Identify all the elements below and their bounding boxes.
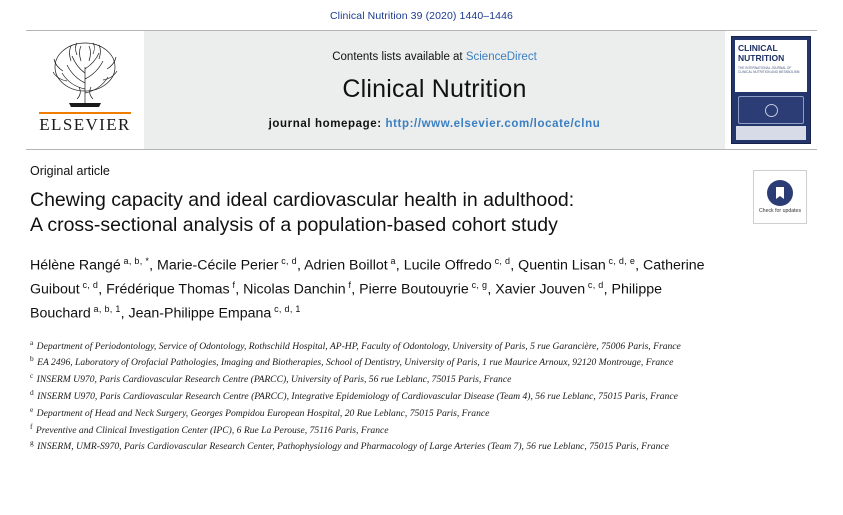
author-name[interactable]: Catherine Guibout — [30, 257, 705, 298]
author-affiliation-marks: c, d, e — [605, 256, 636, 266]
author-affiliation-marks: c, d — [491, 256, 511, 266]
elsevier-logo — [26, 31, 144, 149]
title-line-1: Chewing capacity and ideal cardiovascular health in adulthood: — [30, 189, 575, 211]
journal-homepage-link[interactable]: http://www.elsevier.com/locate/clnu — [385, 117, 601, 130]
affiliation-item — [30, 387, 730, 403]
affiliation-text: Preventive and Clinical Investigation Center (IPC), 6 Rue La Perouse, 75116 Paris, France — [33, 424, 389, 436]
author-affiliation-marks: a, b, * — [120, 256, 150, 266]
affiliation-text: Department of Periodontology, Service of Odontology, Rothschild Hospital, AP-HP, Faculty of Odontology, University of Paris, 5 rue Garancière, 75006 Paris, France — [34, 340, 681, 352]
author-name[interactable]: Lucile Offredo — [403, 257, 492, 274]
affiliation-mark: d — [30, 388, 34, 398]
affiliation-text: INSERM U970, Paris Cardiovascular Research Centre (PARCC), Integrative Epidemiology of Cardiovascular Disease (Team 4), 56 rue Leblanc, 75015 Paris, France — [34, 391, 678, 403]
affiliation-item — [30, 370, 730, 386]
cover-graphic — [738, 96, 804, 124]
affiliation-item — [30, 404, 730, 420]
elsevier-wordmark: ELSEVIER — [39, 112, 130, 135]
author-name[interactable]: Philippe Bouchard — [30, 281, 662, 323]
affiliation-text: Department of Head and Neck Surgery, Georges Pompidou European Hospital, 20 Rue Leblanc, 75015 Paris, France — [34, 408, 490, 420]
author-affiliation-marks: f — [229, 280, 236, 291]
affiliation-item — [30, 337, 730, 353]
author-name[interactable]: Nicolas Danchin — [243, 281, 346, 298]
affiliation-mark: g — [30, 438, 34, 448]
journal-masthead — [26, 30, 817, 150]
elsevier-tree-icon — [41, 37, 129, 111]
journal-cover-cell — [725, 31, 817, 149]
author-name[interactable]: Frédérique Thomas — [106, 281, 230, 298]
author-name[interactable]: Adrien Boillot — [304, 257, 388, 274]
article-header — [30, 164, 813, 325]
affiliation-mark: c — [30, 371, 34, 381]
author-name[interactable]: Pierre Boutouyrie — [359, 281, 469, 298]
author-name[interactable]: Hélène Rangé — [30, 257, 121, 274]
author-name[interactable]: Xavier Jouven — [495, 281, 586, 298]
crossmark-icon — [767, 180, 793, 206]
journal-cover-image — [731, 36, 811, 144]
affiliation-text: INSERM, UMR-S970, Paris Cardiovascular Research Center, Pathophysiology and Pharmacology of Large Arteries (Team 7), 56 rue Leblanc, 75015 Paris, France — [34, 441, 669, 453]
affiliation-item — [30, 353, 730, 369]
journal-homepage-line — [269, 118, 601, 130]
author-affiliation-marks: f — [345, 280, 352, 291]
author-affiliation-marks: a — [387, 256, 396, 266]
journal-title: Clinical Nutrition — [342, 74, 527, 103]
author-affiliation-marks: c, g — [468, 280, 488, 291]
article-type: Original article — [30, 164, 110, 178]
author-affiliation-marks: c, d — [79, 280, 99, 291]
homepage-prefix: journal homepage: — [268, 117, 386, 130]
cover-subtitle: THE INTERNATIONAL JOURNAL OF CLINICAL NUTRITION AND METABOLISM — [738, 66, 800, 75]
affiliation-item — [30, 421, 730, 437]
author-affiliation-marks: c, d, 1 — [271, 304, 301, 315]
author-name[interactable]: Quentin Lisan — [518, 257, 606, 274]
author-name[interactable]: Marie-Cécile Perier — [157, 257, 279, 274]
author-affiliation-marks: a, b, 1 — [90, 304, 121, 315]
affiliation-text: EA 2496, Laboratory of Orofacial Pathologies, Imaging and Biotherapies, School of Dentistry, University of Paris, 1 rue Maurice Arnoux, 92120 Montrouge, France — [34, 357, 674, 369]
affiliation-text: INSERM U970, Paris Cardiovascular Research Centre (PARCC), University of Paris, 56 rue Leblanc, 75015 Paris, France — [34, 374, 512, 386]
journal-banner — [144, 31, 725, 149]
author-affiliation-marks: c, d — [278, 256, 297, 266]
cover-header — [735, 40, 807, 92]
affiliation-item — [30, 437, 730, 453]
author-affiliation-marks: c, d — [585, 280, 604, 291]
sciencedirect-link[interactable]: ScienceDirect — [465, 50, 537, 63]
bookmark-check-icon — [771, 184, 789, 202]
cover-title: CLINICAL NUTRITION — [738, 43, 785, 63]
title-line-2: A cross-sectional analysis of a population-based cohort study — [30, 214, 558, 236]
affiliation-mark: f — [30, 421, 33, 431]
crossmark-label: Check for updates — [758, 208, 802, 214]
contents-line — [332, 51, 537, 63]
page-title — [30, 188, 670, 238]
page-bottom-edge — [0, 511, 843, 515]
affiliation-mark: b — [30, 354, 34, 364]
running-head: Clinical Nutrition 39 (2020) 1440–1446 — [330, 10, 513, 22]
affiliation-mark: e — [30, 404, 34, 414]
author-list: Hélène Rangé $^{a, b, *}$, Marie-Cécile Perier $^{c, d}$, Adrien Boillot $^a$, Lucile Offredo $^{c, d}$, Quentin Lisan $^{c, d, e}$, Catherine Guibout $^{c, d}$, Frédérique Thomas $^f$, Nicolas Danchin $^f$, Pierre Boutouyrie $^{c, g}$, Xavier Jouven $^{c, d}$, Philippe Bouchard $^{a, b, 1}$, Jean-Philippe Empana $^{c, d, 1}$ — [30, 256, 705, 323]
affiliation-list — [30, 337, 730, 453]
cover-footer-band — [736, 126, 806, 140]
contents-prefix: Contents lists available at — [332, 50, 466, 63]
affiliation-mark: a — [30, 337, 34, 347]
crossmark-badge[interactable] — [753, 170, 807, 224]
author-name[interactable]: Jean-Philippe Empana — [128, 306, 272, 323]
